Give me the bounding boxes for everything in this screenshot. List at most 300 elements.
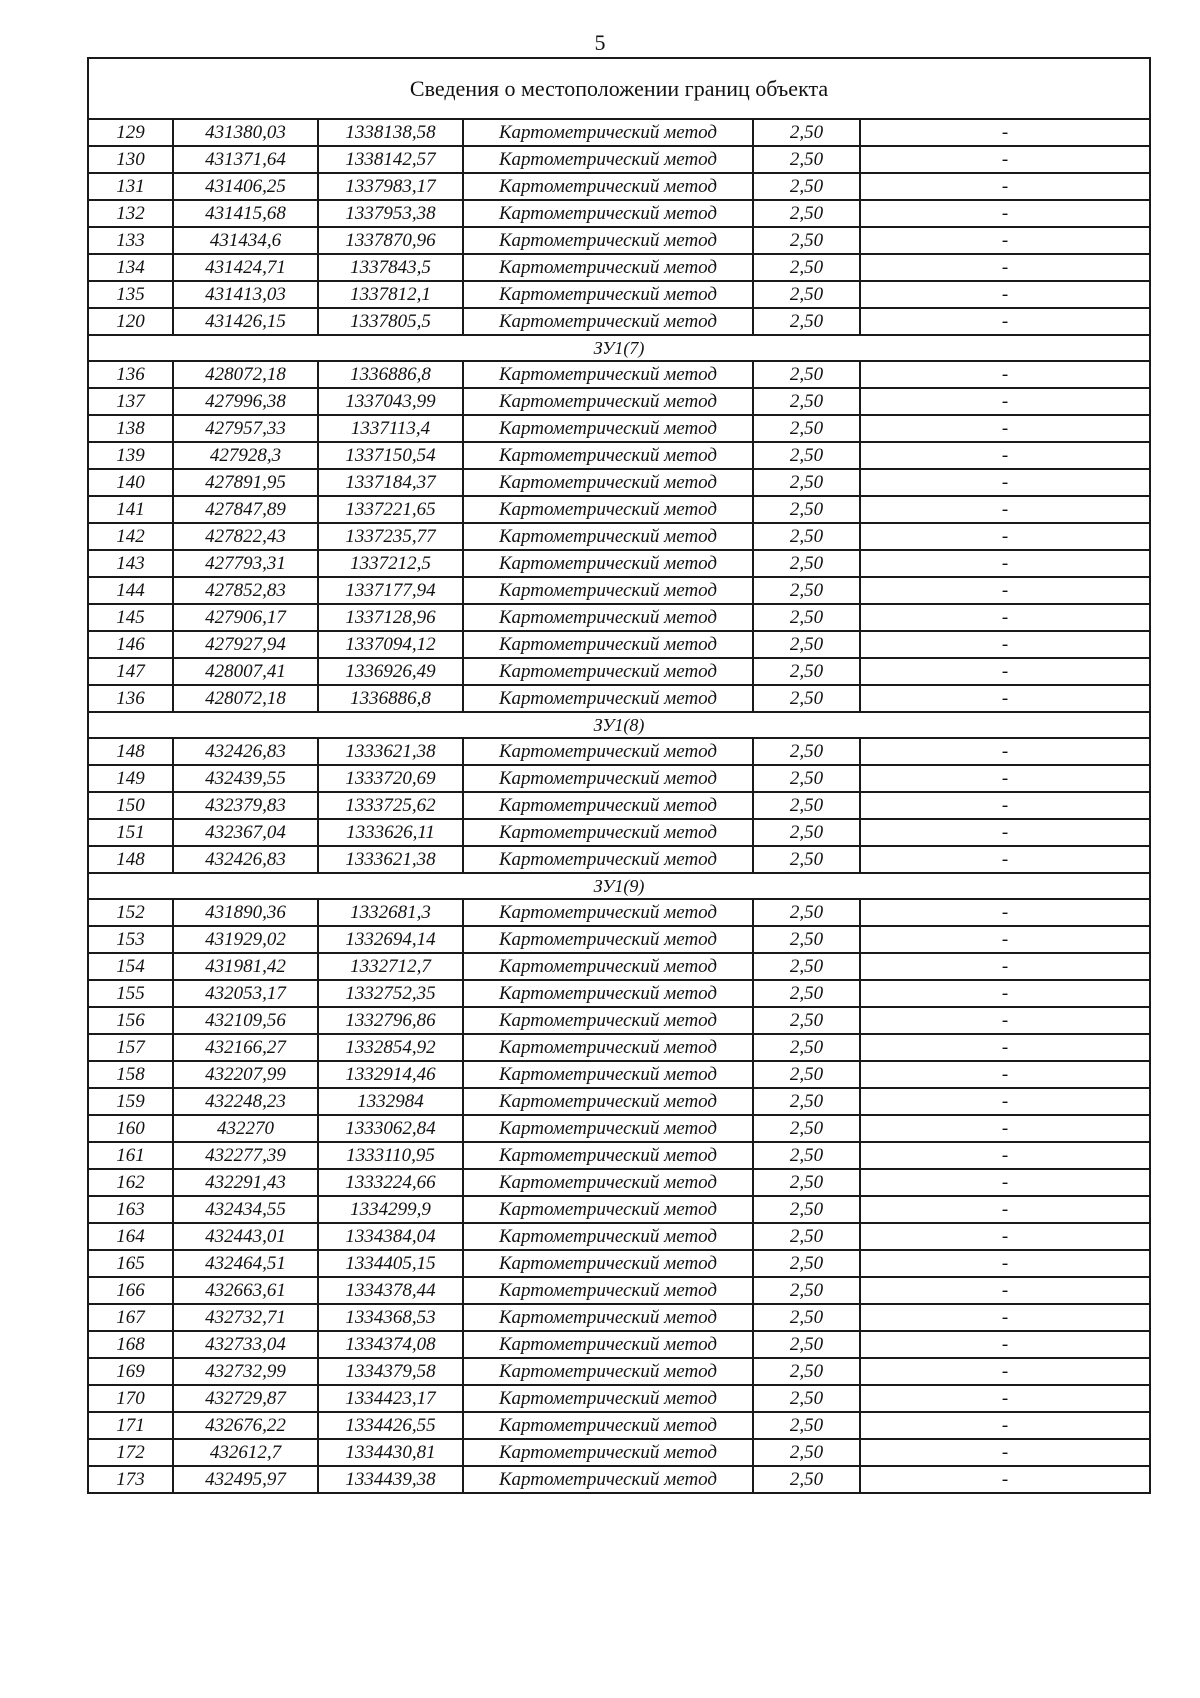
- y-coordinate-cell: 1333621,38: [318, 738, 463, 765]
- point-number-cell: 157: [88, 1034, 173, 1061]
- y-coordinate-cell: 1333062,84: [318, 1115, 463, 1142]
- y-coordinate-cell: 1334378,44: [318, 1277, 463, 1304]
- x-coordinate-cell: 428072,18: [173, 685, 318, 712]
- y-coordinate-cell: 1332984: [318, 1088, 463, 1115]
- method-cell: Картометрический метод: [463, 550, 753, 577]
- description-cell: -: [860, 1169, 1150, 1196]
- method-cell: Картометрический метод: [463, 604, 753, 631]
- y-coordinate-cell: 1337113,4: [318, 415, 463, 442]
- accuracy-cell: 2,50: [753, 1061, 860, 1088]
- table-row: [88, 523, 1150, 550]
- point-number-cell: 153: [88, 926, 173, 953]
- y-coordinate-cell: 1334368,53: [318, 1304, 463, 1331]
- table-row: [88, 1007, 1150, 1034]
- method-cell: Картометрический метод: [463, 658, 753, 685]
- table-row: [88, 361, 1150, 388]
- method-cell: Картометрический метод: [463, 926, 753, 953]
- point-number-cell: 120: [88, 308, 173, 335]
- x-coordinate-cell: 432291,43: [173, 1169, 318, 1196]
- method-cell: Картометрический метод: [463, 442, 753, 469]
- table-row: [88, 1466, 1150, 1493]
- table-row: [88, 1331, 1150, 1358]
- point-number-cell: 162: [88, 1169, 173, 1196]
- y-coordinate-cell: 1337212,5: [318, 550, 463, 577]
- y-coordinate-cell: 1336886,8: [318, 361, 463, 388]
- table-row: [88, 281, 1150, 308]
- method-cell: Картометрический метод: [463, 792, 753, 819]
- x-coordinate-cell: 432732,71: [173, 1304, 318, 1331]
- point-number-cell: 131: [88, 173, 173, 200]
- method-cell: Картометрический метод: [463, 1142, 753, 1169]
- table-row: [88, 1250, 1150, 1277]
- description-cell: -: [860, 1115, 1150, 1142]
- x-coordinate-cell: 427906,17: [173, 604, 318, 631]
- method-cell: Картометрический метод: [463, 1385, 753, 1412]
- description-cell: -: [860, 819, 1150, 846]
- description-cell: -: [860, 604, 1150, 631]
- x-coordinate-cell: 432379,83: [173, 792, 318, 819]
- y-coordinate-cell: 1337843,5: [318, 254, 463, 281]
- y-coordinate-cell: 1333720,69: [318, 765, 463, 792]
- table-row: [88, 846, 1150, 873]
- x-coordinate-cell: 427847,89: [173, 496, 318, 523]
- method-cell: Картометрический метод: [463, 415, 753, 442]
- point-number-cell: 156: [88, 1007, 173, 1034]
- method-cell: Картометрический метод: [463, 577, 753, 604]
- x-coordinate-cell: 431981,42: [173, 953, 318, 980]
- table-title: Сведения о местоположении границ объекта: [88, 58, 1150, 119]
- point-number-cell: 145: [88, 604, 173, 631]
- accuracy-cell: 2,50: [753, 1331, 860, 1358]
- y-coordinate-cell: 1334384,04: [318, 1223, 463, 1250]
- point-number-cell: 138: [88, 415, 173, 442]
- x-coordinate-cell: 432434,55: [173, 1196, 318, 1223]
- description-cell: -: [860, 1088, 1150, 1115]
- y-coordinate-cell: 1337953,38: [318, 200, 463, 227]
- point-number-cell: 170: [88, 1385, 173, 1412]
- x-coordinate-cell: 431424,71: [173, 254, 318, 281]
- accuracy-cell: 2,50: [753, 469, 860, 496]
- accuracy-cell: 2,50: [753, 146, 860, 173]
- point-number-cell: 171: [88, 1412, 173, 1439]
- accuracy-cell: 2,50: [753, 1007, 860, 1034]
- table-row: [88, 173, 1150, 200]
- method-cell: Картометрический метод: [463, 119, 753, 146]
- table-row: [88, 765, 1150, 792]
- point-number-cell: 172: [88, 1439, 173, 1466]
- method-cell: Картометрический метод: [463, 1277, 753, 1304]
- point-number-cell: 168: [88, 1331, 173, 1358]
- method-cell: Картометрический метод: [463, 631, 753, 658]
- table-row: [88, 1169, 1150, 1196]
- accuracy-cell: 2,50: [753, 119, 860, 146]
- point-number-cell: 167: [88, 1304, 173, 1331]
- accuracy-cell: 2,50: [753, 765, 860, 792]
- method-cell: Картометрический метод: [463, 1250, 753, 1277]
- point-number-cell: 134: [88, 254, 173, 281]
- y-coordinate-cell: 1337184,37: [318, 469, 463, 496]
- method-cell: Картометрический метод: [463, 980, 753, 1007]
- description-cell: -: [860, 308, 1150, 335]
- accuracy-cell: 2,50: [753, 523, 860, 550]
- y-coordinate-cell: 1337812,1: [318, 281, 463, 308]
- description-cell: -: [860, 926, 1150, 953]
- table-row: [88, 469, 1150, 496]
- y-coordinate-cell: 1338138,58: [318, 119, 463, 146]
- x-coordinate-cell: 431406,25: [173, 173, 318, 200]
- y-coordinate-cell: 1337094,12: [318, 631, 463, 658]
- y-coordinate-cell: 1334426,55: [318, 1412, 463, 1439]
- point-number-cell: 142: [88, 523, 173, 550]
- y-coordinate-cell: 1334439,38: [318, 1466, 463, 1493]
- y-coordinate-cell: 1332681,3: [318, 899, 463, 926]
- method-cell: Картометрический метод: [463, 361, 753, 388]
- x-coordinate-cell: 432166,27: [173, 1034, 318, 1061]
- x-coordinate-cell: 427822,43: [173, 523, 318, 550]
- accuracy-cell: 2,50: [753, 550, 860, 577]
- point-number-cell: 143: [88, 550, 173, 577]
- description-cell: -: [860, 1466, 1150, 1493]
- method-cell: Картометрический метод: [463, 738, 753, 765]
- table-row: [88, 953, 1150, 980]
- y-coordinate-cell: 1337128,96: [318, 604, 463, 631]
- y-coordinate-cell: 1337235,77: [318, 523, 463, 550]
- description-cell: -: [860, 1061, 1150, 1088]
- accuracy-cell: 2,50: [753, 1196, 860, 1223]
- table-row: [88, 899, 1150, 926]
- x-coordinate-cell: 431380,03: [173, 119, 318, 146]
- x-coordinate-cell: 431371,64: [173, 146, 318, 173]
- description-cell: -: [860, 146, 1150, 173]
- accuracy-cell: 2,50: [753, 254, 860, 281]
- y-coordinate-cell: 1333626,11: [318, 819, 463, 846]
- method-cell: Картометрический метод: [463, 1331, 753, 1358]
- table-row: [88, 254, 1150, 281]
- point-number-cell: 139: [88, 442, 173, 469]
- point-number-cell: 158: [88, 1061, 173, 1088]
- y-coordinate-cell: 1337150,54: [318, 442, 463, 469]
- method-cell: Картометрический метод: [463, 685, 753, 712]
- point-number-cell: 165: [88, 1250, 173, 1277]
- method-cell: Картометрический метод: [463, 281, 753, 308]
- x-coordinate-cell: 432277,39: [173, 1142, 318, 1169]
- point-number-cell: 133: [88, 227, 173, 254]
- point-number-cell: 151: [88, 819, 173, 846]
- accuracy-cell: 2,50: [753, 604, 860, 631]
- table-row: [88, 496, 1150, 523]
- method-cell: Картометрический метод: [463, 496, 753, 523]
- accuracy-cell: 2,50: [753, 577, 860, 604]
- x-coordinate-cell: 432426,83: [173, 846, 318, 873]
- method-cell: Картометрический метод: [463, 200, 753, 227]
- point-number-cell: 164: [88, 1223, 173, 1250]
- accuracy-cell: 2,50: [753, 227, 860, 254]
- x-coordinate-cell: 431890,36: [173, 899, 318, 926]
- x-coordinate-cell: 432248,23: [173, 1088, 318, 1115]
- x-coordinate-cell: 431434,6: [173, 227, 318, 254]
- description-cell: -: [860, 469, 1150, 496]
- y-coordinate-cell: 1336926,49: [318, 658, 463, 685]
- table-row: [88, 119, 1150, 146]
- accuracy-cell: 2,50: [753, 926, 860, 953]
- description-cell: -: [860, 846, 1150, 873]
- x-coordinate-cell: 432676,22: [173, 1412, 318, 1439]
- section-row: [88, 335, 1150, 361]
- page-number: 5: [594, 30, 606, 55]
- y-coordinate-cell: 1332796,86: [318, 1007, 463, 1034]
- y-coordinate-cell: 1337177,94: [318, 577, 463, 604]
- description-cell: -: [860, 1196, 1150, 1223]
- description-cell: -: [860, 496, 1150, 523]
- x-coordinate-cell: 428072,18: [173, 361, 318, 388]
- description-cell: -: [860, 577, 1150, 604]
- method-cell: Картометрический метод: [463, 146, 753, 173]
- table-row: [88, 550, 1150, 577]
- description-cell: -: [860, 631, 1150, 658]
- x-coordinate-cell: 432729,87: [173, 1385, 318, 1412]
- x-coordinate-cell: 427793,31: [173, 550, 318, 577]
- accuracy-cell: 2,50: [753, 1466, 860, 1493]
- table-row: [88, 1034, 1150, 1061]
- description-cell: -: [860, 980, 1150, 1007]
- y-coordinate-cell: 1337983,17: [318, 173, 463, 200]
- table-row: [88, 1196, 1150, 1223]
- y-coordinate-cell: 1337805,5: [318, 308, 463, 335]
- accuracy-cell: 2,50: [753, 1304, 860, 1331]
- x-coordinate-cell: 431929,02: [173, 926, 318, 953]
- description-cell: -: [860, 792, 1150, 819]
- point-number-cell: 159: [88, 1088, 173, 1115]
- point-number-cell: 150: [88, 792, 173, 819]
- y-coordinate-cell: 1334379,58: [318, 1358, 463, 1385]
- table-row: [88, 792, 1150, 819]
- method-cell: Картометрический метод: [463, 227, 753, 254]
- accuracy-cell: 2,50: [753, 1385, 860, 1412]
- table-row: [88, 1304, 1150, 1331]
- description-cell: -: [860, 550, 1150, 577]
- table-row: [88, 1439, 1150, 1466]
- y-coordinate-cell: 1332854,92: [318, 1034, 463, 1061]
- x-coordinate-cell: 432053,17: [173, 980, 318, 1007]
- method-cell: Картометрический метод: [463, 1169, 753, 1196]
- table-row: [88, 1277, 1150, 1304]
- point-number-cell: 129: [88, 119, 173, 146]
- table-row: [88, 308, 1150, 335]
- accuracy-cell: 2,50: [753, 631, 860, 658]
- description-cell: -: [860, 281, 1150, 308]
- table-row: [88, 388, 1150, 415]
- x-coordinate-cell: 432733,04: [173, 1331, 318, 1358]
- y-coordinate-cell: 1332752,35: [318, 980, 463, 1007]
- accuracy-cell: 2,50: [753, 819, 860, 846]
- table-row: [88, 738, 1150, 765]
- y-coordinate-cell: 1334423,17: [318, 1385, 463, 1412]
- table-row: [88, 1115, 1150, 1142]
- x-coordinate-cell: 427928,3: [173, 442, 318, 469]
- x-coordinate-cell: 432612,7: [173, 1439, 318, 1466]
- y-coordinate-cell: 1332914,46: [318, 1061, 463, 1088]
- accuracy-cell: 2,50: [753, 388, 860, 415]
- x-coordinate-cell: 432270: [173, 1115, 318, 1142]
- table-row: [88, 227, 1150, 254]
- section-label: ЗУ1(8): [88, 712, 1150, 738]
- x-coordinate-cell: 431413,03: [173, 281, 318, 308]
- y-coordinate-cell: 1333110,95: [318, 1142, 463, 1169]
- table-row: [88, 1412, 1150, 1439]
- description-cell: -: [860, 227, 1150, 254]
- description-cell: -: [860, 254, 1150, 281]
- method-cell: Картометрический метод: [463, 173, 753, 200]
- accuracy-cell: 2,50: [753, 415, 860, 442]
- point-number-cell: 166: [88, 1277, 173, 1304]
- y-coordinate-cell: 1338142,57: [318, 146, 463, 173]
- description-cell: -: [860, 1358, 1150, 1385]
- description-cell: -: [860, 658, 1150, 685]
- x-coordinate-cell: 432443,01: [173, 1223, 318, 1250]
- x-coordinate-cell: 432367,04: [173, 819, 318, 846]
- y-coordinate-cell: 1333621,38: [318, 846, 463, 873]
- description-cell: -: [860, 1007, 1150, 1034]
- description-cell: -: [860, 1223, 1150, 1250]
- point-number-cell: 136: [88, 685, 173, 712]
- method-cell: Картометрический метод: [463, 1196, 753, 1223]
- y-coordinate-cell: 1337870,96: [318, 227, 463, 254]
- table-row: [88, 1088, 1150, 1115]
- description-cell: -: [860, 1385, 1150, 1412]
- accuracy-cell: 2,50: [753, 1358, 860, 1385]
- description-cell: -: [860, 415, 1150, 442]
- accuracy-cell: 2,50: [753, 738, 860, 765]
- method-cell: Картометрический метод: [463, 1358, 753, 1385]
- accuracy-cell: 2,50: [753, 953, 860, 980]
- point-number-cell: 173: [88, 1466, 173, 1493]
- description-cell: -: [860, 1412, 1150, 1439]
- description-cell: -: [860, 1142, 1150, 1169]
- description-cell: -: [860, 685, 1150, 712]
- description-cell: -: [860, 1439, 1150, 1466]
- table-row: [88, 442, 1150, 469]
- method-cell: Картометрический метод: [463, 1223, 753, 1250]
- point-number-cell: 148: [88, 738, 173, 765]
- point-number-cell: 169: [88, 1358, 173, 1385]
- method-cell: Картометрический метод: [463, 1439, 753, 1466]
- x-coordinate-cell: 432495,97: [173, 1466, 318, 1493]
- point-number-cell: 155: [88, 980, 173, 1007]
- x-coordinate-cell: 427996,38: [173, 388, 318, 415]
- point-number-cell: 160: [88, 1115, 173, 1142]
- accuracy-cell: 2,50: [753, 308, 860, 335]
- method-cell: Картометрический метод: [463, 819, 753, 846]
- point-number-cell: 146: [88, 631, 173, 658]
- method-cell: Картометрический метод: [463, 765, 753, 792]
- accuracy-cell: 2,50: [753, 980, 860, 1007]
- method-cell: Картометрический метод: [463, 1304, 753, 1331]
- y-coordinate-cell: 1332694,14: [318, 926, 463, 953]
- accuracy-cell: 2,50: [753, 173, 860, 200]
- description-cell: -: [860, 1331, 1150, 1358]
- table-row: [88, 415, 1150, 442]
- table-row: [88, 1385, 1150, 1412]
- description-cell: -: [860, 1034, 1150, 1061]
- accuracy-cell: 2,50: [753, 1169, 860, 1196]
- accuracy-cell: 2,50: [753, 792, 860, 819]
- table-row: [88, 577, 1150, 604]
- description-cell: -: [860, 765, 1150, 792]
- table-row: [88, 631, 1150, 658]
- description-cell: -: [860, 388, 1150, 415]
- point-number-cell: 161: [88, 1142, 173, 1169]
- y-coordinate-cell: 1336886,8: [318, 685, 463, 712]
- table-row: [88, 604, 1150, 631]
- point-number-cell: 154: [88, 953, 173, 980]
- method-cell: Картометрический метод: [463, 1007, 753, 1034]
- accuracy-cell: 2,50: [753, 496, 860, 523]
- table-row: [88, 1061, 1150, 1088]
- point-number-cell: 135: [88, 281, 173, 308]
- table-row: [88, 658, 1150, 685]
- y-coordinate-cell: 1337043,99: [318, 388, 463, 415]
- table-row: [88, 1358, 1150, 1385]
- x-coordinate-cell: 427957,33: [173, 415, 318, 442]
- description-cell: -: [860, 1304, 1150, 1331]
- x-coordinate-cell: 432439,55: [173, 765, 318, 792]
- point-number-cell: 137: [88, 388, 173, 415]
- description-cell: -: [860, 1250, 1150, 1277]
- method-cell: Картометрический метод: [463, 523, 753, 550]
- method-cell: Картометрический метод: [463, 469, 753, 496]
- accuracy-cell: 2,50: [753, 846, 860, 873]
- table-row: [88, 926, 1150, 953]
- method-cell: Картометрический метод: [463, 1061, 753, 1088]
- table-row: [88, 685, 1150, 712]
- x-coordinate-cell: 432207,99: [173, 1061, 318, 1088]
- accuracy-cell: 2,50: [753, 1115, 860, 1142]
- y-coordinate-cell: 1334430,81: [318, 1439, 463, 1466]
- accuracy-cell: 2,50: [753, 1088, 860, 1115]
- accuracy-cell: 2,50: [753, 281, 860, 308]
- description-cell: -: [860, 361, 1150, 388]
- section-label: ЗУ1(9): [88, 873, 1150, 899]
- table-title-row: [88, 58, 1150, 119]
- accuracy-cell: 2,50: [753, 1142, 860, 1169]
- boundary-table-container: [87, 57, 1149, 1494]
- x-coordinate-cell: 432109,56: [173, 1007, 318, 1034]
- description-cell: -: [860, 200, 1150, 227]
- accuracy-cell: 2,50: [753, 658, 860, 685]
- description-cell: -: [860, 899, 1150, 926]
- table-body: [88, 58, 1150, 1493]
- table-row: [88, 200, 1150, 227]
- accuracy-cell: 2,50: [753, 200, 860, 227]
- point-number-cell: 141: [88, 496, 173, 523]
- accuracy-cell: 2,50: [753, 1250, 860, 1277]
- accuracy-cell: 2,50: [753, 1439, 860, 1466]
- table-row: [88, 1223, 1150, 1250]
- accuracy-cell: 2,50: [753, 1034, 860, 1061]
- method-cell: Картометрический метод: [463, 254, 753, 281]
- point-number-cell: 132: [88, 200, 173, 227]
- method-cell: Картометрический метод: [463, 1412, 753, 1439]
- point-number-cell: 149: [88, 765, 173, 792]
- boundary-coordinates-table: [87, 57, 1151, 1494]
- method-cell: Картометрический метод: [463, 308, 753, 335]
- method-cell: Картометрический метод: [463, 1034, 753, 1061]
- y-coordinate-cell: 1334405,15: [318, 1250, 463, 1277]
- accuracy-cell: 2,50: [753, 1277, 860, 1304]
- point-number-cell: 130: [88, 146, 173, 173]
- point-number-cell: 147: [88, 658, 173, 685]
- point-number-cell: 163: [88, 1196, 173, 1223]
